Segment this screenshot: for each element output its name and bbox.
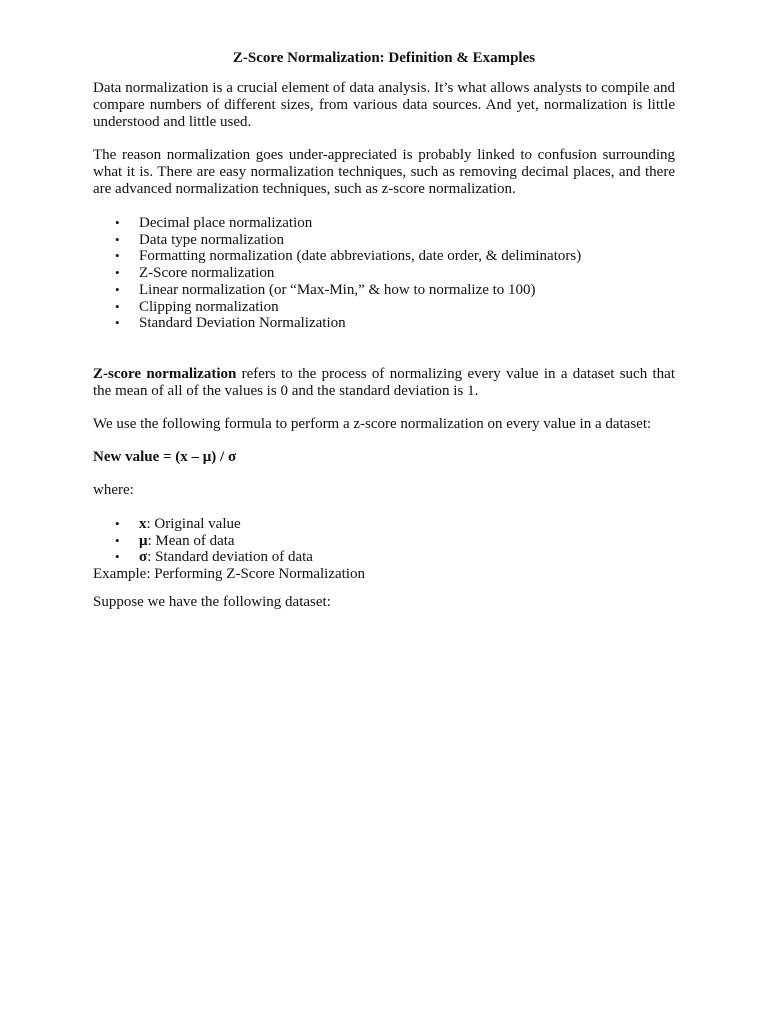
list-item — [93, 533, 675, 550]
example-heading: Example: Performing Z-Score Normalization — [93, 566, 365, 583]
symbol-description: : Mean of data — [147, 532, 235, 549]
list-item — [93, 549, 675, 566]
formula: New value = (x – μ) / σ — [93, 448, 237, 465]
suppose-text: Suppose we have the following dataset: — [93, 594, 331, 611]
document-page — [93, 50, 675, 611]
list-item: • Clipping normalization — [93, 299, 675, 316]
definition-text: refers to the process of normalizing every value in a dataset such that the mean of all of the values is 0 and the standard deviation is 1. — [93, 365, 675, 399]
symbol: x — [139, 515, 147, 532]
symbol-description: : Standard deviation of data — [147, 549, 313, 566]
formula-intro: We use the following formula to perform a z-score normalization on every value in a dataset: — [93, 415, 652, 432]
symbol-list — [93, 516, 675, 566]
list-item: • Z-Score normalization — [93, 265, 675, 282]
symbol-description: : Original value — [146, 515, 241, 532]
list-item: • Data type normalization — [93, 232, 675, 249]
symbol: μ — [139, 532, 148, 549]
list-item — [93, 516, 675, 533]
techniques-list — [93, 215, 675, 332]
list-item: • Formatting normalization (date abbreviations, date order, & deliminators) — [93, 248, 675, 265]
intro-paragraph: Data normalization is a crucial element of data analysis. It’s what allows analysts to compile and compare numbers of different sizes, from various data sources. And yet, normalization is little understood and little used. — [93, 80, 675, 130]
reason-paragraph: The reason normalization goes under-appreciated is probably linked to confusion surrounding what it is. There are easy normalization techniques, such as removing decimal places, and there are advanced normalization techniques, such as z-score normalization. — [93, 147, 675, 197]
list-item: • Linear normalization (or “Max-Min,” & how to normalize to 100) — [93, 282, 675, 299]
document-title: Z-Score Normalization: Definition & Examples — [232, 50, 536, 66]
list-item: • Decimal place normalization — [93, 215, 675, 232]
symbol: σ — [139, 549, 148, 566]
definition-term: Z-score normalization — [93, 365, 237, 382]
where-label: where: — [93, 481, 134, 498]
definition-paragraph — [93, 366, 675, 400]
list-item: • Standard Deviation Normalization — [93, 315, 675, 332]
